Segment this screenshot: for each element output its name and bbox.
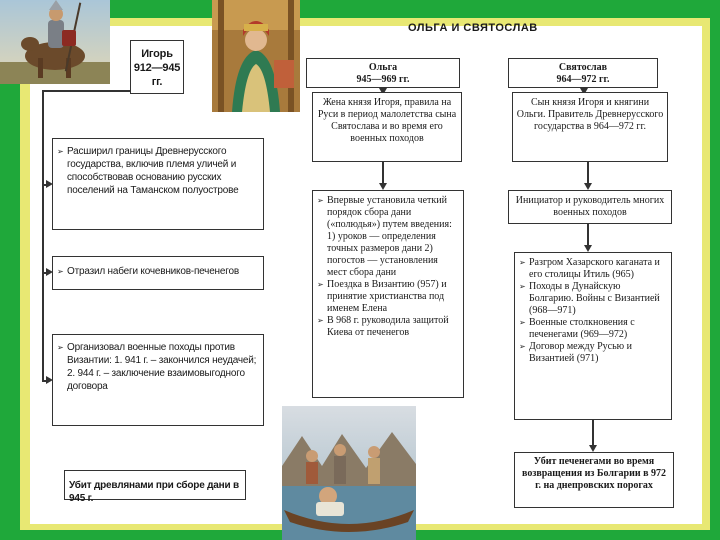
igor-branch-3 [42, 380, 48, 382]
igor-connector-top [42, 90, 130, 92]
olga-arrow-2 [379, 183, 387, 190]
sviatoslav-boat-illustration [282, 406, 416, 540]
svyatoslav-name: Святослав [558, 62, 608, 73]
olga-role [312, 92, 462, 162]
olga-role-text: Жена князя Игоря, правила на Руси в период малолетства сына Святослава и во время его военных походов [317, 97, 457, 144]
svyatoslav-role-text: Сын князя Игоря и княгини Ольги. Правитель Древнерусского государства в 964—972 гг. [516, 97, 664, 132]
svyatoslav-deed-4: ➢ Договор между Русью и Византией (971) [519, 341, 667, 365]
svyatoslav-header [508, 58, 658, 88]
igor-item-2 [52, 256, 264, 290]
arrow-bullet-icon: ➢ [57, 267, 64, 276]
igor-item-2-text: Отразил набеги кочевников-печенегов [67, 266, 239, 277]
svyatoslav-arrow-2 [584, 183, 592, 190]
svyatoslav-arrow-4 [589, 445, 597, 452]
olga-deed-1: ➢ Впервые установила четкий порядок сбора дани («полюдья») путем введения: 1) уроков — определения точных размеров дани 2) погостов — установления мест сбора дани [317, 195, 459, 279]
svyatoslav-death-text: Убит печенегами во время возвращения из Болгарии в 972 г. на днепровских порогах [521, 456, 667, 491]
igor-branch-1 [42, 184, 48, 186]
olga-header [306, 58, 460, 88]
svyatoslav-death [514, 452, 674, 508]
olga-connector [382, 162, 384, 184]
igor-name: Игорь [141, 48, 173, 60]
igor-branch-2 [42, 272, 48, 274]
igor-years: 912—945 гг. [133, 62, 181, 88]
igor-item-3 [52, 334, 264, 426]
igor-connector [42, 90, 44, 382]
igor-item-4-text: Убит древлянами при сборе дани в 945 г. [69, 480, 239, 504]
svyatoslav-connector-2 [587, 224, 589, 246]
svyatoslav-connector-1 [587, 162, 589, 184]
arrow-bullet-icon: ➢ [57, 343, 64, 352]
olga-deed-2: ➢ Поездка в Византию (957) и принятие христианства под именем Елена [317, 279, 459, 315]
svyatoslav-deed-2: ➢ Походы в Дунайскую Болгарию. Войны с Византией (968—971) [519, 281, 667, 317]
svyatoslav-years: 964—972 гг. [556, 74, 610, 85]
svyatoslav-deed-3: ➢ Военные столкновения с печенегами (969—972) [519, 317, 667, 341]
olga-deeds [312, 190, 464, 398]
igor-item-1-text: Расширил границы Древнерусского государства, включив племя уличей и способствовав основанию русских поселений на Таманском полуострове [67, 146, 239, 196]
olga-name: Ольга [368, 62, 398, 73]
svyatoslav-connector-3 [592, 420, 594, 446]
princess-olga-illustration [212, 0, 300, 112]
warrior-on-horse-illustration [0, 0, 110, 84]
svyatoslav-summary [508, 190, 672, 224]
svyatoslav-deed-1: ➢ Разгром Хазарского каганата и его столицы Итиль (965) [519, 257, 667, 281]
olga-deed-3: ➢ В 968 г. руководила защитой Киева от печенегов [317, 315, 459, 339]
igor-header [130, 40, 184, 94]
olga-years: 945—969 гг. [356, 74, 410, 85]
svyatoslav-deeds [514, 252, 672, 420]
svyatoslav-summary-text: Инициатор и руководитель многих военных походов [515, 195, 665, 218]
svyatoslav-role [512, 92, 668, 162]
arrow-bullet-icon: ➢ [57, 147, 64, 156]
igor-item-4 [64, 470, 246, 504]
igor-item-3-text: Организовал военные походы против Византии: 1. 941 г. – закончился неудачей; 2. 944 г. – заключение взаимовыгодного договора [67, 342, 257, 392]
diagram-title: ОЛЬГА И СВЯТОСЛАВ [408, 22, 538, 34]
svyatoslav-arrow-3 [584, 245, 592, 252]
igor-item-1 [52, 138, 264, 230]
